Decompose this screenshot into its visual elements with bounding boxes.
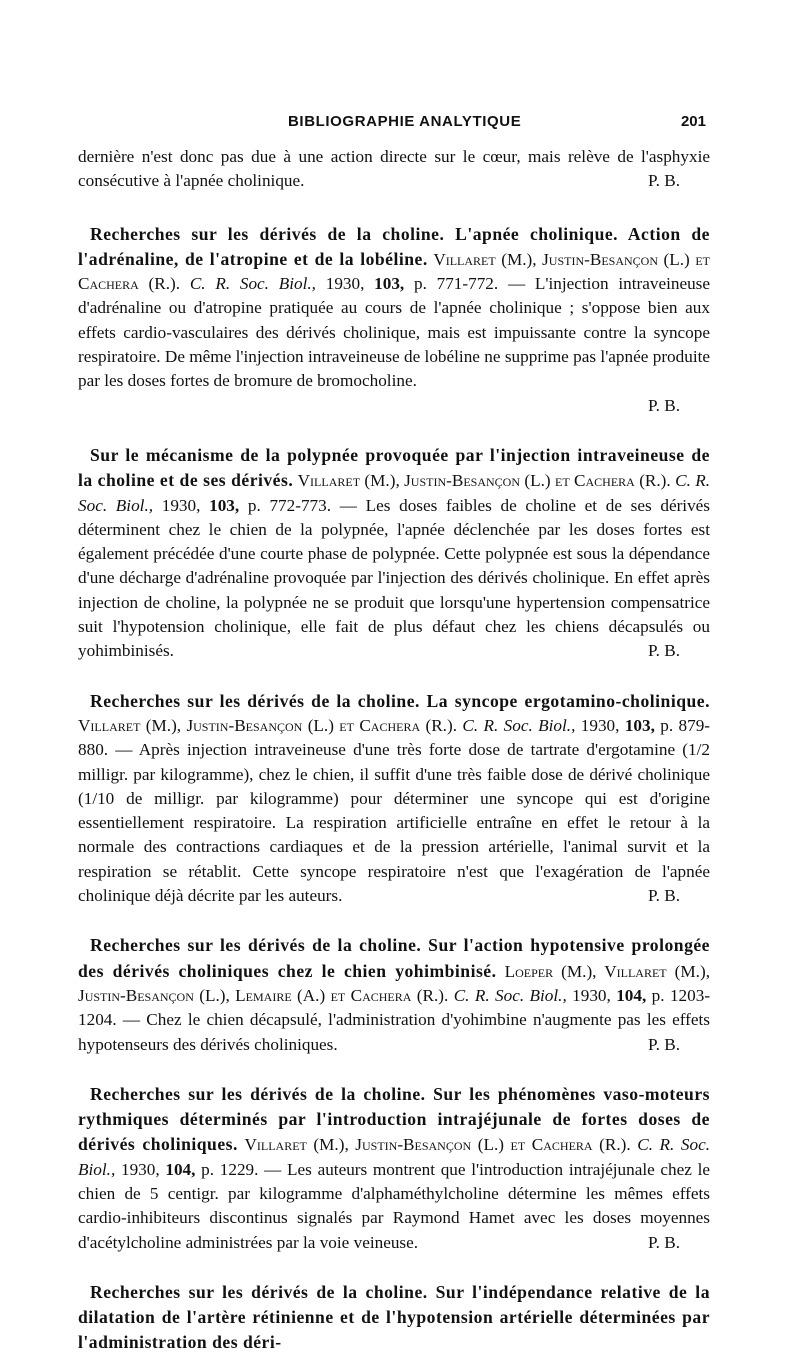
entry-abstract: — Les auteurs montrent que l'introduction intrajéjunale chez le chien de 5 centigr. par kilogramme d'alphaméthylcholine détermine les mêmes effets cardio-inhibiteurs discontinus signalés par Raymond Hamet avec les doses moyennes d'acétylcholine administrées par la voie veineuse. bbox=[78, 1159, 711, 1252]
intro-paragraph bbox=[78, 145, 710, 194]
entry-abstract: — Les doses faibles de choline et de ses dérivés déterminent chez le chien de la polypnée, l'apnée déclenchée par les doses fortes est également précédée d'une courte phase de polypnée. Cette polypnée est sous la dépendance d'une décharge d'adrénaline provoquée par l'injection des dérivés cholinique. En effet après injection de choline, la polypnée ne se produit que lorsqu'une hypertension compensatrice suit l'hypotension cholinique, elle fait de plus défaut chez les chiens décapsulés ou yohimbinisés. bbox=[78, 495, 710, 661]
entry-volume: 104, bbox=[616, 985, 647, 1005]
bibliography-entry bbox=[78, 1280, 710, 1356]
entry-title: Recherches sur les dérivés de la choline. La syncope ergotamino-cholinique. bbox=[90, 690, 710, 711]
entry-year: 1930, bbox=[120, 1159, 160, 1179]
entry-authors: Villaret (M.), Justin-Besançon (L.) et Cachera (R.). bbox=[78, 715, 457, 735]
entry-volume: 104, bbox=[165, 1159, 196, 1179]
entry-authors: Villaret (M.), Justin-Besançon (L.) et Cachera (R.). bbox=[244, 1135, 631, 1155]
entry-signature: P. B. bbox=[647, 641, 680, 661]
entry-signature: P. B. bbox=[647, 1232, 680, 1252]
entry-title: Sur le mécanisme de la polypnée provoquée par l'injection intraveineuse de la choline et de ses dérivés. bbox=[78, 444, 710, 491]
bibliography-entry bbox=[78, 933, 710, 1056]
entry-volume: 103, bbox=[624, 715, 655, 735]
entry-title: Recherches sur les dérivés de la choline. Sur l'indépendance relative de la dilatation de l'artère rétinienne et de l'hypotension artérielle déterminées par l'administration des déri- bbox=[78, 1281, 710, 1353]
entry-paragraph bbox=[78, 222, 710, 394]
entry-abstract: — Après injection intraveineuse d'une très forte dose de tartrate d'ergotamine (1/2 milligr. par kilogramme), chez le chien, il suffit d'une très faible dose de dérivé cholinique (1/10 de milligr. par kilogramme) pour déterminer une syncope qui est d'origine essentiellement respiratoire. La respiration artificielle entraîne en effet le retour à la normale des contractions cardiaques et de la pression artérielle, l'animal survit et la respiration se rétablit. Cette syncope respiratoire n'est que l'exagération de l'apnée cholinique déjà décrite par les auteurs. bbox=[78, 740, 710, 906]
intro-text: dernière n'est donc pas due à une action directe sur le cœur, mais relève de l'asphyxie consécutive à l'apnée cholinique. bbox=[78, 147, 710, 191]
entry-authors: Villaret (M.), Justin-Besançon (L.) et Cachera (R.). bbox=[297, 471, 671, 491]
entry-paragraph bbox=[78, 933, 710, 1056]
entry-volume: 103, bbox=[374, 274, 405, 294]
page-number: 201 bbox=[680, 113, 706, 130]
entry-paragraph bbox=[78, 689, 710, 909]
bibliography-entry bbox=[78, 689, 710, 909]
entry-title: Recherches sur les dérivés de la choline. L'apnée cholinique. Action de l'adrénaline, de l'atropine et de la lobéline. bbox=[78, 223, 710, 269]
entry-journal: C. R. Soc. Biol., bbox=[453, 985, 567, 1005]
entry-signature: P. B. bbox=[647, 395, 680, 415]
running-header bbox=[78, 113, 710, 137]
entry-title: Recherches sur les dérivés de la choline. Sur l'action hypotensive prolongée des dérivés choliniques chez le chien yohimbinisé. bbox=[78, 935, 710, 981]
entry-year: 1930, bbox=[161, 495, 201, 515]
entry-journal: C. R. Soc. Biol., bbox=[189, 274, 316, 294]
bibliography-entry bbox=[78, 1082, 710, 1255]
entry-journal: C. R. Soc. Biol., bbox=[78, 1135, 711, 1179]
entry-abstract: — Chez le chien décapsulé, l'administration d'yohimbine n'augmente pas les effets hypotenseurs des dérivés choliniques. bbox=[78, 1010, 710, 1054]
body-column bbox=[78, 145, 710, 1356]
entry-paragraph bbox=[78, 1280, 710, 1356]
entry-journal: C. R. Soc. Biol., bbox=[462, 715, 576, 735]
entry-authors: Loeper (M.), Villaret (M.), Justin-Besançon (L.), Lemaire (A.) et Cachera (R.). bbox=[78, 961, 710, 1005]
entry-signature: P. B. bbox=[647, 886, 680, 906]
entry-pages: p. 1229. bbox=[201, 1159, 259, 1179]
entry-title: Recherches sur les dérivés de la choline. Sur les phénomènes vaso-moteurs rythmiques déterminés par l'introduction intrajéjunale de fortes doses de dérivés choliniques. bbox=[78, 1083, 710, 1155]
entry-journal: C. R. Soc. Biol., bbox=[78, 471, 711, 515]
intro-signature: P. B. bbox=[647, 171, 680, 191]
entry-pages: p. 879-880. bbox=[78, 715, 711, 760]
entry-pages: p. 771-772. bbox=[413, 274, 499, 294]
entry-year: 1930, bbox=[572, 985, 611, 1005]
bibliography-entry bbox=[78, 222, 710, 418]
running-title: BIBLIOGRAPHIE ANALYTIQUE bbox=[288, 113, 522, 130]
entry-pages: p. 1203-1204. bbox=[78, 985, 711, 1030]
entry-paragraph bbox=[78, 443, 710, 664]
entry-authors: Villaret (M.), Justin-Besançon (L.) et Cachera (R.). bbox=[78, 249, 710, 294]
entry-signature: P. B. bbox=[647, 1034, 680, 1054]
entry-year: 1930, bbox=[580, 715, 620, 735]
bibliography-entry bbox=[78, 443, 710, 664]
entry-pages: p. 772-773. bbox=[247, 495, 332, 515]
entry-volume: 103, bbox=[209, 495, 240, 515]
entry-year: 1930, bbox=[325, 274, 365, 294]
entry-paragraph bbox=[78, 1082, 710, 1255]
entry-abstract: — L'injection intraveineuse d'adrénaline ou d'atropine pratiquée au cours de l'apnée cholinique ; s'oppose bien aux effets cardio-vasculaires des dérivés cholinique, mais est impuissante contre la syncope respiratoire. De même l'injection intraveineuse de lobéline ne supprime pas l'apnée produite par les doses fortes de bromure de bromocholine. bbox=[78, 274, 710, 391]
